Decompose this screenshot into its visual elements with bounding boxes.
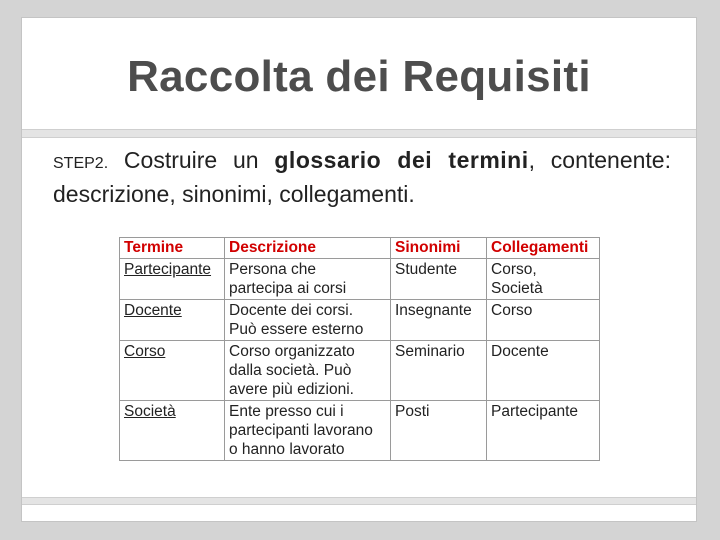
- header-collegamenti: Collegamenti: [487, 238, 600, 259]
- header-termine: Termine: [120, 238, 225, 259]
- term-text: Società: [124, 403, 176, 420]
- intro-line2: contenente: descrizione, sinonimi, collegamenti.: [53, 147, 671, 207]
- term-text: Corso: [124, 343, 166, 360]
- footer-divider: [22, 497, 696, 505]
- term-text: Partecipante: [124, 261, 212, 278]
- header-sinonimi: Sinonimi: [391, 238, 487, 259]
- header-descrizione: Descrizione: [225, 238, 391, 259]
- synonyms-cell: Seminario: [391, 341, 487, 401]
- title-divider: [22, 129, 696, 138]
- slide: [21, 17, 697, 522]
- links-cell: Corso, Società: [487, 259, 600, 300]
- links-cell: Docente: [487, 341, 600, 401]
- links-cell: Partecipante: [487, 401, 600, 461]
- table-row: [120, 341, 600, 401]
- intro-paragraph: [53, 145, 671, 210]
- term-cell: [120, 300, 225, 341]
- description-cell: Persona che partecipa ai corsi: [225, 259, 391, 300]
- term-cell: [120, 259, 225, 300]
- intro-text: Costruire un: [123, 147, 259, 173]
- table-row: [120, 300, 600, 341]
- synonyms-cell: Studente: [391, 259, 487, 300]
- synonyms-cell: Posti: [391, 401, 487, 461]
- term-cell: [120, 341, 225, 401]
- step-label: STEP2: [53, 155, 104, 172]
- links-cell: Corso: [487, 300, 600, 341]
- description-cell: Corso organizzato dalla società. Può avere più edizioni.: [225, 341, 391, 401]
- intro-glossary-term: glossario dei termini: [274, 147, 529, 173]
- table-row: [120, 259, 600, 300]
- term-text: Docente: [124, 302, 182, 319]
- intro-comma: ,: [528, 147, 535, 173]
- table-row: [120, 401, 600, 461]
- step-dot: .: [103, 155, 109, 172]
- term-cell: [120, 401, 225, 461]
- description-cell: Ente presso cui i partecipanti lavorano o hanno lavorato: [225, 401, 391, 461]
- description-cell: Docente dei corsi. Può essere esterno: [225, 300, 391, 341]
- glossary-header-row: [120, 238, 600, 259]
- slide-title: Raccolta dei Requisiti: [127, 52, 591, 101]
- glossary-table: [119, 237, 600, 461]
- synonyms-cell: Insegnante: [391, 300, 487, 341]
